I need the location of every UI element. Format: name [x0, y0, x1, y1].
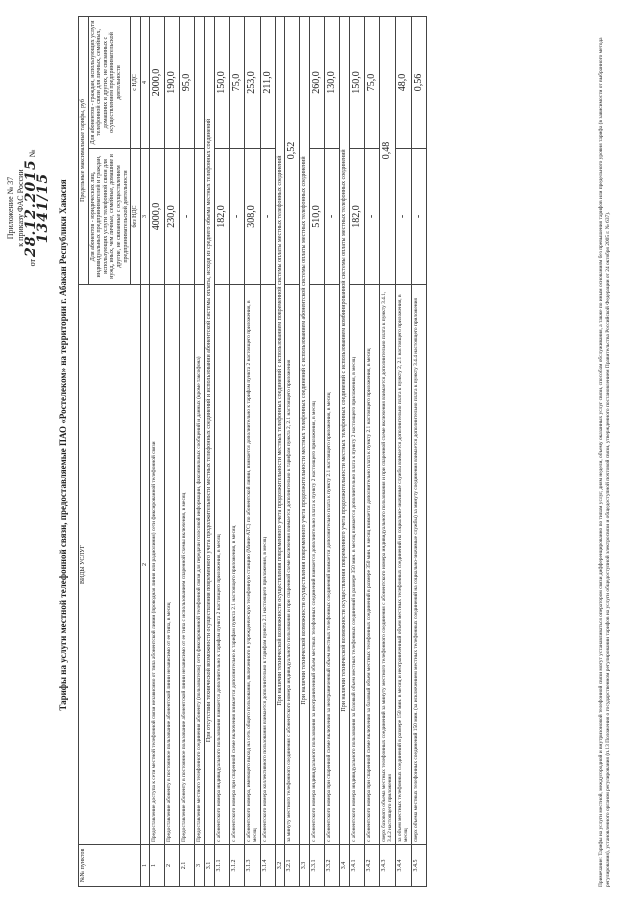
row-value-legal: 0,48 [379, 16, 395, 284]
row-number: 3 [195, 845, 205, 887]
row-value-legal: 0,52 [285, 16, 300, 284]
row-value-legal: - [260, 149, 275, 285]
row-value-citizens: 0,56 [411, 16, 426, 148]
row-service: с абонентского номера, имеющего выход на сеть общего пользования, включенного в учрежденческую телефонную станцию (Мини-АТС) по абонентской линии, взимается дополнительно к тарифам пункта 2 настоящего приложения, в месяц [244, 285, 260, 845]
header-tariffs: Предельные максимальные тарифы, руб [79, 16, 89, 284]
row-number: 3.1.4 [260, 845, 275, 887]
row-number: 3.1 [204, 845, 214, 887]
section-row [275, 16, 285, 886]
table-row [195, 16, 205, 886]
row-value-citizens: 190,0 [165, 16, 180, 148]
header-legal: Для абонентов - юридических лиц, индивидуальных предпринимателей и граждан, использующих услуги телефонной связи для нужд, иных, чем личные, семейные, домашние и другие, не связанные с осуществлением предпринимательской деятельности [88, 149, 131, 285]
header-citizens: Для абонентов - граждан, использующих услуги телефонной связи для личных, семейных, домашних и других, не связанных с осуществлением предпринимательской деятельности [88, 16, 131, 148]
index-cell: 2 [140, 285, 150, 845]
row-number: 2 [165, 845, 180, 887]
table-row [165, 16, 180, 886]
row-value-legal: 230,0 [165, 149, 180, 285]
row-service: сверх объема местных телефонных соединений 150 мин. (за исключением местных телефонных соединений на социально-значимые службы) за минуту соединения взимается дополнительно плата к пункту 3.4.4 настоящего приложения [411, 285, 426, 845]
row-number: 3.4.1 [349, 845, 364, 887]
row-number: 3.2 [275, 845, 285, 887]
table-row [324, 16, 339, 886]
row-number: 3.3 [300, 845, 310, 887]
section-row [339, 16, 349, 886]
row-value-legal: - [324, 149, 339, 285]
row-value-legal: - [411, 149, 426, 285]
section-row [300, 16, 310, 886]
row-number: 1 [150, 845, 165, 887]
row-value-legal: 510,0 [309, 149, 324, 285]
row-number: 3.3.1 [309, 845, 324, 887]
row-service: Предоставление абоненту в постоянное пользование абонентской линии независимо от ее типа с использованием спаренной схемы включения, в месяц [180, 285, 195, 845]
appendix-date-prefix: от [28, 258, 37, 267]
table-row [229, 16, 244, 886]
row-service: с абонентского номера при спаренной схеме включения за неограниченный объем местных телефонных соединений взимается дополнительно плата к пункту 2.1 настоящего приложения, в месяц [324, 285, 339, 845]
row-number: 2.1 [180, 845, 195, 887]
row-number: 3.4.3 [379, 845, 395, 887]
section-row [204, 16, 214, 886]
index-cell: 1 [140, 845, 150, 887]
handwritten-date: 28.12.2015 [23, 159, 39, 257]
row-value-legal: - [364, 149, 379, 285]
row-value-citizens: 253,0 [244, 16, 260, 148]
table-row [379, 16, 395, 886]
row-value-citizens: 48,0 [395, 16, 411, 148]
row-value-legal: - [395, 149, 411, 285]
appendix-order: к приказу ФАС России [16, 169, 25, 247]
row-number: 3.3.2 [324, 845, 339, 887]
row-number: 3.4.2 [364, 845, 379, 887]
row-service: Предоставление абоненту в постоянное пользование абонентской линии независимо от ее типа, в месяц [165, 285, 180, 845]
row-value-citizens: 150,0 [349, 16, 364, 148]
row-service: сверх базового объема местных телефонных соединений за минуту местного телефонного соединения с абонентского номера индивидуального пользования и при спаренной схеме включения взимается дополнительно плата к пункту 3.4.1, 3.4.2 настоящего приложения [379, 285, 395, 845]
tariff-table [78, 16, 427, 887]
row-number: 3.1.2 [229, 845, 244, 887]
row-service: с абонентского номера при спаренной схеме включения за базовый объем местных телефонных соединений в размере 350 мин. в месяц взимается дополнительно плата к пункту 2.1 настоящего приложения, в месяц [364, 285, 379, 845]
row-service: При отсутствии технической возможности осуществления повременного учета продолжительности местных телефонных соединений и использовании абонентской системы оплаты, исходя из среднего объема местных телефонных соединений [204, 16, 214, 844]
appendix-number: Приложение № 37 [6, 176, 15, 240]
row-value-citizens: 260,0 [309, 16, 324, 148]
row-value-legal: 182,0 [214, 149, 229, 285]
appendix-number-prefix: № [28, 149, 37, 158]
row-number: 3.4.4 [395, 845, 411, 887]
footnote [598, 17, 612, 887]
row-value-legal: 308,0 [244, 149, 260, 285]
row-value-citizens: 95,0 [180, 16, 195, 148]
row-value-citizens: 150,0 [214, 16, 229, 148]
document-title: Тарифы на услуги местной телефонной связи, предоставляемые ПАО «Ростелеком» на территории г. Абакан Республики Хакасия [58, 179, 68, 711]
row-value-citizens: 130,0 [324, 16, 339, 148]
table-row [309, 16, 324, 886]
table-row [244, 16, 260, 886]
header-no-vat: без НДС [131, 149, 141, 285]
index-row [140, 16, 150, 886]
row-number: 3.2.1 [285, 845, 300, 887]
row-value-legal: 182,0 [349, 149, 364, 285]
row-number: 3.1.1 [214, 845, 229, 887]
footnote-text: Тарифы на услуги местной, междугородной и внутризоновой телефонной связи могут устанавливаться оператором связи дифференцированно по типам услуг, дням недели, объему оказанных услуг связи, способам обслуживания, а также по иным основаниям без превышения тарифов или предельного уровня тарифа (в зависимости от выбранного метода регулирования), установленного органом регулирования (п.13 Положения о государственном регулировании тарифов на услуги общедоступной электросвязи и общедоступной почтовой связи, утвержденного постановлением Правительства Российской Федерации от 24 октября 2005 г. № 637). [598, 37, 611, 887]
row-service: с абонентского номера индивидуального пользования взимается дополнительно к тарифам пункта 2 настоящего приложения, в месяц [214, 285, 229, 845]
appendix-date-line [23, 128, 51, 288]
header-service: ВИДЫ УСЛУГ [79, 285, 141, 845]
index-cell: 4 [140, 16, 150, 148]
row-value-legal: 4000,0 [150, 149, 165, 285]
header-row-1 [79, 16, 89, 886]
row-service: за минуту местного телефонного соединения с абонентского номера индивидуального пользования и при спаренной схеме включения взимается дополнительно к тарифам пункта 2, 2.1 настоящего приложения [285, 285, 300, 845]
row-service: с абонентского номера индивидуального пользования за базовый объем местных телефонных соединений в размере 350 мин. в месяц взимается дополнительно плата к пункту 2 настоящего приложения, в месяц [349, 285, 364, 845]
table-row [364, 16, 379, 886]
row-value-citizens: 211,0 [260, 16, 275, 148]
row-value-legal [195, 149, 205, 285]
row-value-legal: - [180, 149, 195, 285]
row-value-citizens: 2000,0 [150, 16, 165, 148]
row-value-citizens: 75,0 [229, 16, 244, 148]
tariff-rows [150, 16, 427, 886]
table-row [395, 16, 411, 886]
row-value-legal: - [229, 149, 244, 285]
row-service: с абонентского номера при спаренной схеме включения взимается дополнительно к тарифам пункта 2.1 настоящего приложения, в месяц [229, 285, 244, 845]
row-service: Предоставление доступа к сети местной телефонной связи независимо от типа абонентской линии (проводная линия или радиолиния) сети фиксированной телефонной связи [150, 285, 165, 845]
row-number: 3.4 [339, 845, 349, 887]
table-row [150, 16, 165, 886]
table-row [180, 16, 195, 886]
handwritten-number: 1341/15 [35, 172, 51, 244]
row-value-citizens [195, 16, 205, 148]
row-service: за объем местных телефонных соединений в размере 150 мин. в месяц и неограниченный объем местных телефонных соединений на социально-значимые службы взимается дополнительно плата к пункту 2, 2.1 настоящего приложения, в месяц [395, 285, 411, 845]
row-number: 3.4.5 [411, 845, 426, 887]
row-service: При наличии технической возможности осуществления повременного учета продолжительности местных телефонных соединений с использованием абонентской системы оплаты местных телефонных соединений [300, 16, 310, 844]
appendix-header [6, 128, 50, 288]
row-service: с абонентского номера индивидуального пользования за неограниченный объем местных телефонных соединений взимается дополнительно плата к пункту 2 настоящего приложения, в месяц [309, 285, 324, 845]
row-value-citizens: 75,0 [364, 16, 379, 148]
table-row [285, 16, 300, 886]
table-row [349, 16, 364, 886]
row-service: Предоставление местного телефонного соединения абоненту (пользователю) сети фиксированной телефонной связи для передачи голосовой информации, факсимильных сообщений и данных (кроме таксофона) [195, 285, 205, 845]
row-number: 3.1.3 [244, 845, 260, 887]
table-row [214, 16, 229, 886]
row-service: При наличии технической возможности осуществления повременного учета продолжительности местных телефонных соединений с использованием комбинированной системы оплаты местных телефонных соединений [339, 16, 349, 844]
footnote-label: Примечание: [598, 857, 604, 887]
row-service: При наличии технической возможности осуществления повременного учета продолжительности местных телефонных соединений с использованием повременной системы оплаты местных телефонных соединений [275, 16, 285, 844]
header-num: №№ пунктов [79, 845, 141, 887]
header-with-vat: с НДС [131, 16, 141, 148]
table-row [260, 16, 275, 886]
table-row [411, 16, 426, 886]
row-service: с абонентского номера коллективного пользования взимается дополнительно к тарифам пункта 2.1 настоящего приложения, в месяц [260, 285, 275, 845]
index-cell: 3 [140, 149, 150, 285]
